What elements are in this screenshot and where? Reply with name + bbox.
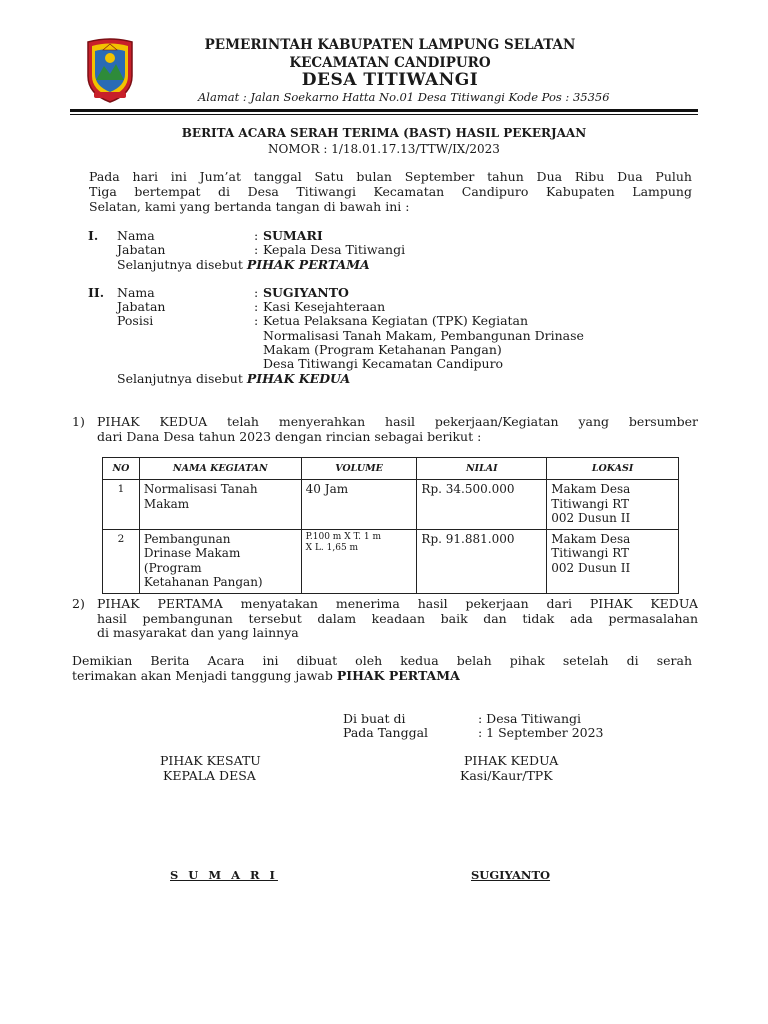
cell-line: (Program: [143, 560, 202, 575]
party-2-position-colon: :: [254, 299, 259, 314]
lampung-selatan-emblem: [84, 36, 136, 104]
cell-line: Titiwangi RT: [551, 496, 630, 511]
party-2-role-label: Posisi: [117, 313, 154, 328]
signatory-2-title: Kasi/Kaur/TPK: [460, 768, 553, 783]
opening-line-3: Selatan, kami yang bertanda tangan di bawah ini :: [89, 199, 410, 214]
signatory-1-role: PIHAK KESATU: [160, 753, 261, 768]
party-2-name-colon: :: [254, 285, 259, 300]
cell-line: Drinase Makam: [143, 546, 241, 560]
letterhead-line-1: PEMERINTAH KABUPATEN LAMPUNG SELATAN: [204, 37, 576, 53]
cell-line: Makam: [143, 496, 190, 511]
column-header-location: LOKASI: [547, 458, 679, 480]
cell-volume: [301, 480, 417, 530]
letterhead-line-2: KECAMATAN CANDIPURO: [289, 55, 491, 71]
column-header-activity: NAMA KEGIATAN: [139, 458, 301, 480]
party-2-designation: [117, 371, 350, 386]
cell-line: P.100 m X T. 1 m: [305, 531, 381, 542]
work-details-table: [102, 457, 679, 594]
cell-value: Rp. 34.500.000: [417, 480, 547, 530]
column-header-value: NILAI: [417, 458, 547, 480]
letterhead-village-name: DESA TITIWANGI: [301, 70, 479, 90]
cell-location: [547, 529, 679, 593]
column-header-volume: VOLUME: [301, 458, 417, 480]
party-1-designation: [117, 257, 370, 272]
party-2-role-line: Desa Titiwangi Kecamatan Candipuro: [263, 356, 504, 371]
signatory-2-name: SUGIYANTO: [471, 868, 551, 882]
party-2-position: Kasi Kesejahteraan: [263, 299, 386, 314]
closing-line-2: [72, 668, 460, 683]
signatory-1-title: KEPALA DESA: [163, 768, 256, 783]
party-2-name-label: Nama: [117, 285, 155, 300]
party-2-role-line: Ketua Pelaksana Kegiatan (TPK) Kegiatan: [263, 313, 529, 328]
point-2-line-2: hasil pembangunan tersebut dalam keadaan baik dan tidak ada permasalahan: [97, 611, 698, 626]
signatory-1-name: S U M A R I: [170, 868, 278, 882]
letterhead-divider-thin: [70, 114, 698, 115]
party-1-name-colon: :: [254, 228, 259, 243]
cell-no: 1: [103, 480, 140, 530]
cell-volume: [301, 529, 417, 593]
point-2-line-3: di masyarakat dan yang lainnya: [97, 625, 299, 640]
cell-line: Titiwangi RT: [551, 546, 630, 560]
party-2-name: SUGIYANTO: [263, 285, 349, 300]
cell-line: 002 Dusun II: [551, 511, 631, 525]
closing-line-1: Demikian Berita Acara ini dibuat oleh kedua belah pihak setelah di serah: [72, 653, 692, 668]
place-label: Di buat di: [343, 711, 406, 726]
point-2-number: 2): [72, 596, 85, 611]
cell-line: Ketahanan Pangan): [143, 575, 263, 589]
cell-activity: [139, 529, 301, 593]
letterhead-address: Alamat : Jalan Soekarno Hatta No.01 Desa Titiwangi Kode Pos : 35356: [198, 90, 610, 104]
party-2-number: II.: [88, 285, 105, 300]
party-1-number: I.: [88, 228, 99, 243]
cell-no: 2: [103, 529, 140, 593]
party-2-designation-value: PIHAK KEDUA: [246, 371, 351, 386]
party-1-position-label: Jabatan: [117, 242, 166, 257]
opening-line-1: Pada hari ini Jum’at tanggal Satu bulan September tahun Dua Ribu Dua Puluh: [89, 169, 692, 184]
cell-activity: [139, 480, 301, 530]
opening-line-2: Tiga bertempat di Desa Titiwangi Kecamatan Candipuro Kabupaten Lampung: [89, 184, 692, 199]
point-1-line-2: dari Dana Desa tahun 2023 dengan rincian sebagai berikut :: [97, 429, 482, 444]
party-1-position: Kepala Desa Titiwangi: [263, 242, 406, 257]
document-number: NOMOR : 1/18.01.17.13/TTW/IX/2023: [268, 142, 500, 156]
party-1-name: SUMARI: [263, 228, 323, 243]
cell-line: 002 Dusun II: [551, 560, 631, 575]
column-header-no: NO: [103, 458, 140, 480]
table-row: [103, 529, 679, 593]
signatory-2-role: PIHAK KEDUA: [464, 753, 559, 768]
party-2-role-colon: :: [254, 313, 259, 328]
cell-line: Makam Desa: [551, 482, 631, 496]
cell-line: Pembangunan: [143, 531, 231, 546]
party-2-role-line: Normalisasi Tanah Makam, Pembangunan Drinase: [263, 328, 584, 343]
point-1-number: 1): [72, 414, 85, 429]
cell-line: Normalisasi Tanah: [143, 482, 258, 496]
closing-line-2-text: terimakan akan Menjadi tanggung jawab: [72, 668, 333, 683]
point-2-line-1: PIHAK PERTAMA menyatakan menerima hasil pekerjaan dari PIHAK KEDUA: [97, 596, 698, 611]
place-value: : Desa Titiwangi: [478, 711, 582, 726]
table-row: [103, 480, 679, 530]
point-1-line-1: PIHAK KEDUA telah menyerahkan hasil pekerjaan/Kegiatan yang bersumber: [97, 414, 698, 429]
party-1-position-colon: :: [254, 242, 259, 257]
cell-line: X L. 1,65 m: [305, 542, 359, 553]
cell-value: Rp. 91.881.000: [417, 529, 547, 593]
party-2-designation-prefix: Selanjutnya disebut: [117, 371, 243, 386]
document-title: BERITA ACARA SERAH TERIMA (BAST) HASIL PEKERJAAN: [181, 126, 587, 140]
closing-line-2-bold: PIHAK PERTAMA: [336, 668, 460, 683]
table-header-row: [103, 458, 679, 480]
date-value: : 1 September 2023: [478, 725, 604, 740]
party-1-name-label: Nama: [117, 228, 155, 243]
party-1-designation-prefix: Selanjutnya disebut: [117, 257, 243, 272]
date-label: Pada Tanggal: [343, 725, 429, 740]
party-1-designation-value: PIHAK PERTAMA: [246, 257, 370, 272]
party-2-role-line: Makam (Program Ketahanan Pangan): [263, 342, 502, 357]
cell-line: Makam Desa: [551, 531, 631, 546]
cell-location: [547, 480, 679, 530]
party-2-position-label: Jabatan: [117, 299, 166, 314]
cell-line: 40 Jam: [305, 482, 349, 496]
letterhead-divider-thick: [70, 109, 698, 112]
